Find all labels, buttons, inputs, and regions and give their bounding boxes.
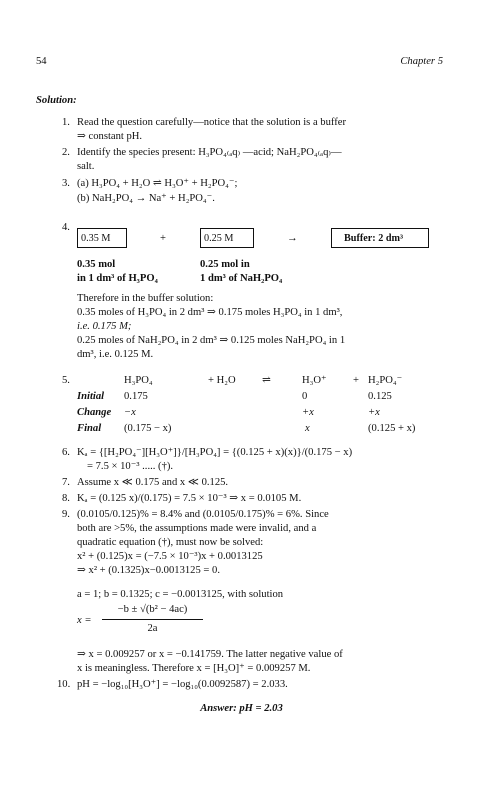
- ice-cell: +x: [368, 407, 380, 418]
- step-text: Kₐ = (0.125 x)/(0.175) = 7.5 × 10⁻³ ⇒ x = 0.0105 M.: [77, 493, 302, 504]
- step-number: 6.: [62, 447, 70, 458]
- step-text: salt.: [77, 161, 95, 172]
- concentration-box-salt: 0.25 M: [200, 228, 254, 248]
- step-number: 4.: [62, 222, 70, 233]
- ice-cell: +x: [302, 407, 314, 418]
- step-text: both are >5%, the assumptions made were invalid, and a: [77, 523, 317, 534]
- final-answer: Answer: pH = 2.03: [200, 703, 283, 714]
- reaction-a: (a) H₃PO₄ + H₂O ⇌ H₃O⁺ + H₂PO₄⁻;: [77, 178, 238, 189]
- step-number: 10.: [57, 679, 71, 690]
- ice-cell: 0.125: [368, 391, 392, 402]
- step-text: (0.0105/0.125)% = 8.4% and (0.0105/0.175)% = 6%. Since: [77, 509, 329, 520]
- ice-cell: (0.175 − x): [124, 423, 172, 434]
- step-number: 5.: [62, 375, 70, 386]
- step-text: 0.35 moles of H₃PO₄ in 2 dm³ ⇒ 0.175 moles H₃PO₄ in 1 dm³,: [77, 307, 343, 318]
- equation-species: + H₂O: [208, 375, 236, 386]
- step-text: 0.25 moles of NaH₂PO₄ in 2 dm³ ⇒ 0.125 moles NaH₂PO₄ in 1: [77, 335, 346, 346]
- ka-value: = 7.5 × 10⁻³ ..... (†).: [87, 461, 174, 472]
- salt-label: 1 dm³ of NaH₂PO₄: [200, 273, 283, 284]
- step-number: 8.: [62, 493, 70, 504]
- quadratic-line: ⇒ x² + (0.1325)x−0.0013125 = 0.: [77, 565, 220, 576]
- ka-expression: Kₐ = {[H₂PO₄⁻][H₃O⁺]}/[H₃PO₄] = {(0.125 + x)(x)}/(0.175 − x): [77, 447, 353, 458]
- equation-species: H₃O⁺: [302, 375, 327, 386]
- formula-denominator: 2a: [147, 623, 158, 634]
- arrow: →: [287, 233, 298, 244]
- step-text: Read the question carefully—notice that the solution is a buffer: [77, 117, 346, 128]
- step-text: Assume x ≪ 0.175 and x ≪ 0.125.: [77, 477, 229, 488]
- equation-species: +: [353, 375, 359, 386]
- ice-cell: x: [305, 423, 310, 434]
- equation-species: H₃PO₄: [124, 375, 153, 386]
- ice-cell: 0.175: [124, 391, 148, 402]
- acid-label: 0.35 mol: [77, 259, 116, 270]
- chapter-title: Chapter 5: [400, 56, 443, 67]
- ice-row-label: Final: [77, 423, 102, 434]
- ice-cell: (0.125 + x): [368, 423, 416, 434]
- formula-lhs: x =: [77, 615, 92, 626]
- step-text: ⇒ constant pH.: [77, 131, 143, 142]
- equation-species: H₂PO₄⁻: [368, 375, 403, 386]
- acid-label: in 1 dm³ of H₃PO₄: [77, 273, 158, 284]
- step-text: Therefore in the buffer solution:: [77, 293, 214, 304]
- ice-cell: 0: [302, 391, 308, 402]
- step-text: x is meaningless. Therefore x = [H₃O]⁺ = 0.009257 M.: [77, 663, 311, 674]
- concentration-box-acid: 0.35 M: [77, 228, 127, 248]
- step-text: ⇒ x = 0.009257 or x = −0.141759. The latter negative value of: [77, 649, 343, 660]
- step-text: i.e. 0.175 M;: [77, 321, 132, 332]
- salt-label: 0.25 mol in: [200, 259, 250, 270]
- ph-calculation: pH = −log₁₀[H₃O⁺] = −log₁₀(0.0092587) = 2.033.: [77, 679, 288, 690]
- step-number: 9.: [62, 509, 70, 520]
- buffer-box: Buffer: 2 dm³: [331, 228, 429, 248]
- formula-numerator: −b ± √(b² − 4ac): [117, 604, 188, 615]
- quadratic-line: x² + (0.125)x = (−7.5 × 10⁻³)x + 0.0013125: [77, 551, 263, 562]
- step-text: quadratic equation (†), must now be solved:: [77, 537, 264, 548]
- page-number: 54: [36, 56, 47, 67]
- coefficients-line: a = 1; b = 0.1325; c = −0.0013125, with solution: [77, 589, 284, 600]
- step-text: Identify the species present: H₃PO₄₍ₐq₎ —acid; NaH₂PO₄₍ₐq₎—: [77, 147, 342, 158]
- step-number: 2.: [62, 147, 70, 158]
- step-number: 3.: [62, 178, 70, 189]
- equation-arrow: ⇌: [262, 375, 271, 386]
- ice-row-label: Initial: [77, 391, 105, 402]
- plus-sign: +: [160, 233, 166, 244]
- ice-row-label: Change: [77, 407, 112, 418]
- reaction-b: (b) NaH₂PO₄ → Na⁺ + H₂PO₄⁻.: [77, 193, 215, 204]
- solution-heading: Solution:: [36, 95, 77, 106]
- fraction-bar: [102, 619, 203, 620]
- step-number: 1.: [62, 117, 70, 128]
- ice-cell: −x: [124, 407, 136, 418]
- step-text: dm³, i.e. 0.125 M.: [77, 349, 154, 360]
- step-number: 7.: [62, 477, 70, 488]
